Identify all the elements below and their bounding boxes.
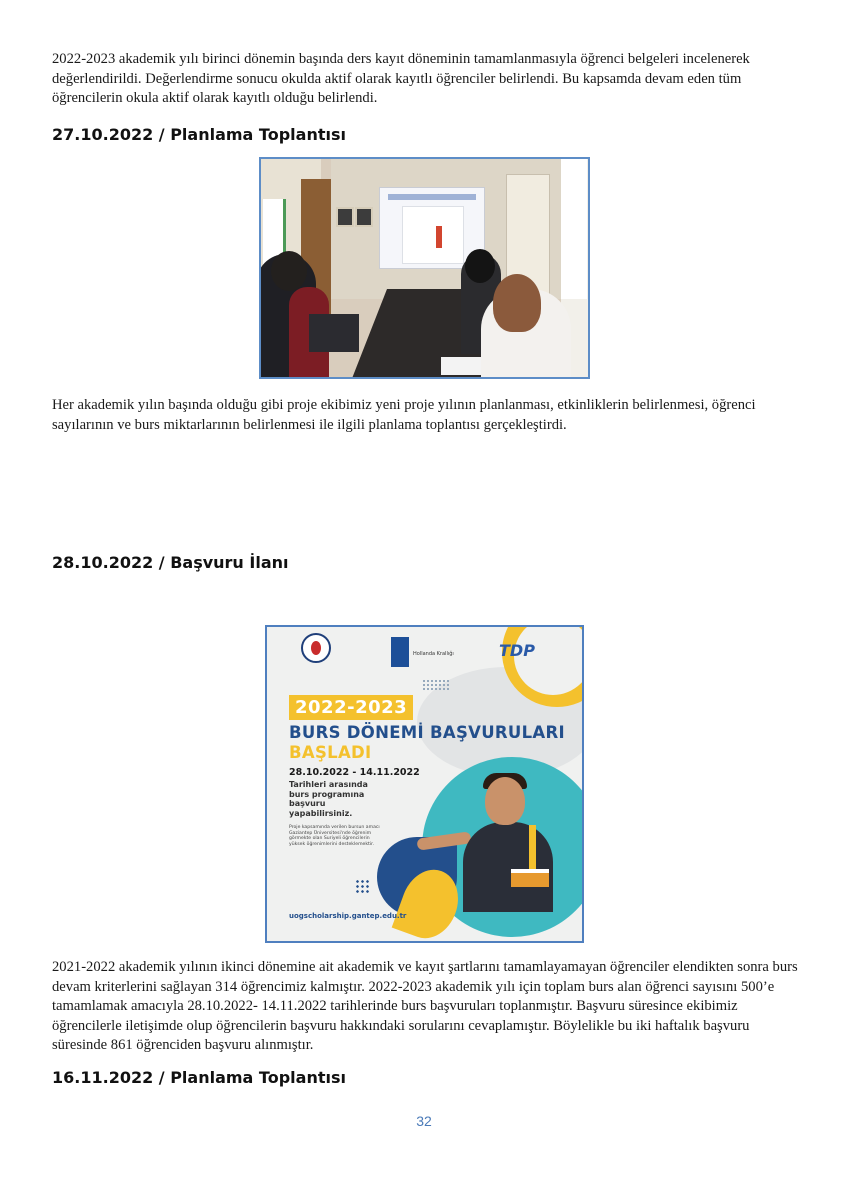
application-paragraph: 2021-2022 akademik yılının ikinci dönemine ait akademik ve kayıt şartlarını tamamlayamayan öğrenciler elendikten sonra burs devam kriterlerini sağlayan 314 öğrencimiz kalmıştır. 2022-2023 akademik yılı için toplam burs alan öğrenci sayısını 500’e tamamlamak amacıyla 28.10.2022- 14.11.2022 tarihlerinde burs başvuruları toplanmıştır. Başvuru süresince ekibimiz öğrencilerle iletişimde olup öğrencilerin başvuru hakkındaki sorularını cevaplamıştır. Böylelikle bu iki haftalık başvuru süresinde 861 öğrenciden başvuru alınmıştır. [52,959,798,1053]
planning-paragraph: Her akademik yılın başında olduğu gibi proje ekibimiz yeni proje yılının planlanması, etkinliklerin belirlenmesi, öğrenci sayılarının ve burs miktarlarının belirlenmesi ile ilgili planlama toplantısı gerçekleştirdi. [52,397,756,433]
poster-year: 2022-2023 [289,695,413,720]
netherlands-logo-icon [391,637,409,667]
intro-paragraph: 2022-2023 akademik yılı birinci dönemin başında ders kayıt döneminin tamamlanmasıyla öğrenci belgeleri incelenerek değerlendirildi. Değerlendirme sonucu okulda aktif olarak kayıtlı öğrenciler belirlendi. Bu kapsamda devam eden tüm öğrencilerin okula aktif olarak kayıtlı olduğu belirlendi. [52,51,750,106]
scholarship-poster [265,625,584,943]
tdp-logo: TDP [499,641,535,660]
poster-url: uogscholarship.gantep.edu.tr [289,912,407,920]
heading-planning-meeting-2: 16.11.2022 / Planlama Toplantısı [52,1068,346,1087]
heading-planning-meeting-1: 27.10.2022 / Planlama Toplantısı [52,125,346,144]
poster-title-line1: BURS DÖNEMİ BAŞVURULARI [289,723,565,742]
decorative-dots-icon [355,879,369,893]
meeting-photo [259,157,590,379]
poster-subtitle: Tarihleri arasında burs programına başvuru yapabilirsiniz. [289,780,368,818]
netherlands-logo-text: Hollanda Krallığı [413,651,454,657]
poster-dates: 28.10.2022 - 14.11.2022 [289,767,420,778]
university-logo-icon [301,633,331,663]
poster-small-text: Proje kapsamında verilen bursun amacı Gaziantep Üniversitesi'nde öğrenim görmekte olan Suriyeli öğrencilerin yüksek öğrenimlerini desteklemektir. [289,825,380,847]
page-number: 32 [416,1113,432,1129]
poster-title-line2: BAŞLADI [289,743,372,762]
heading-application-announcement: 28.10.2022 / Başvuru İlanı [52,553,289,572]
